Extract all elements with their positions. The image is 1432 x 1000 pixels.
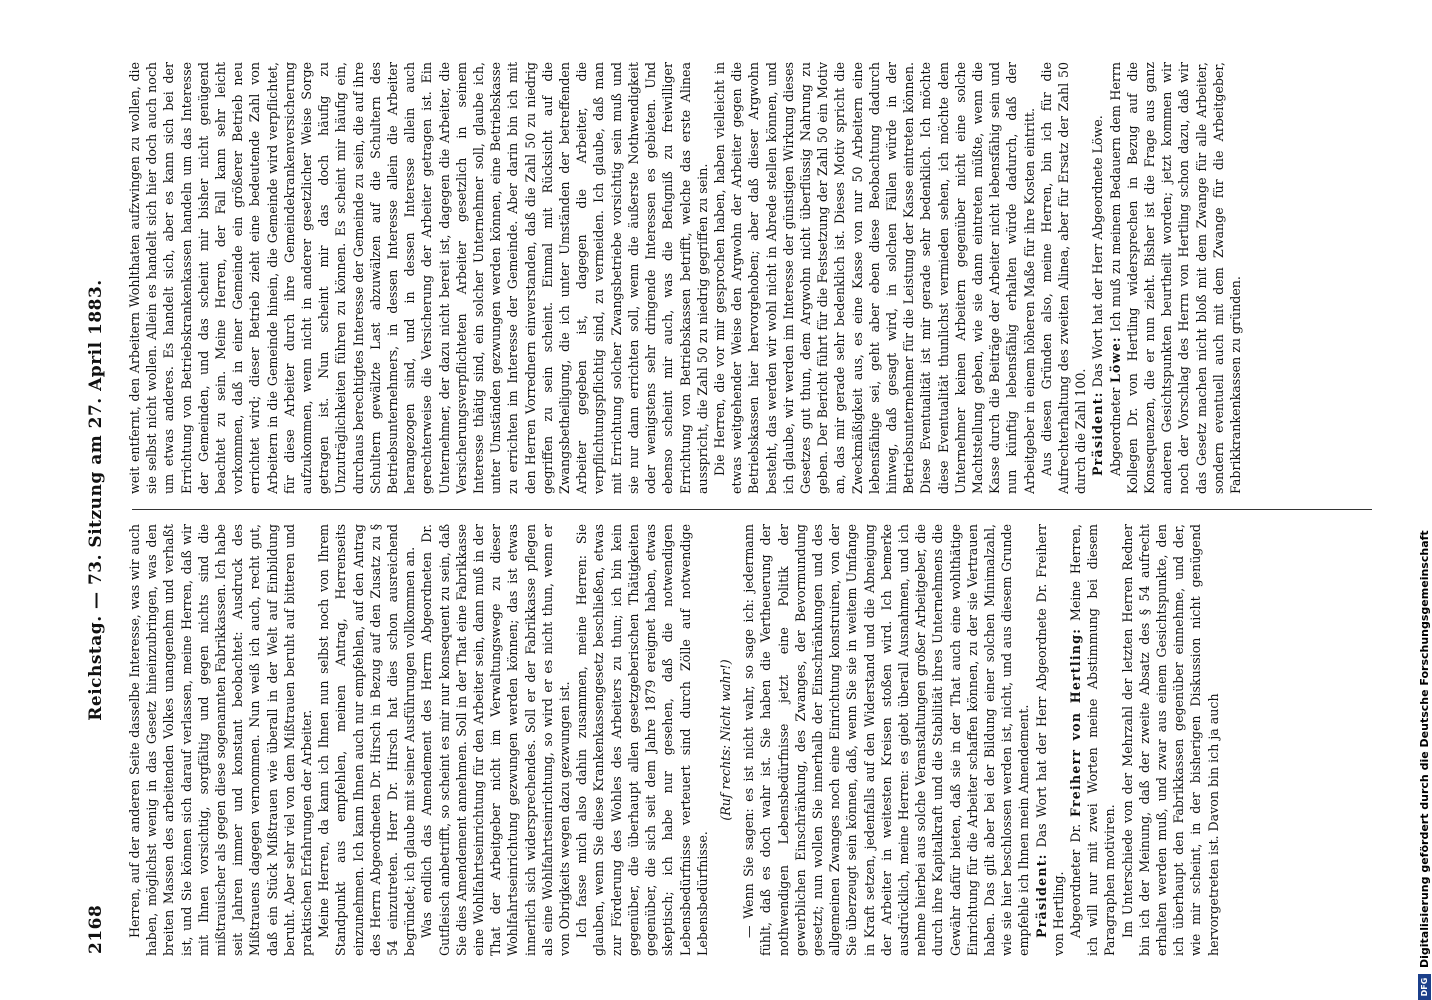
paragraph: Ich fasse mich also dahin zusammen, meine Herren: Sie glauben, wenn Sie diese Krankenkassengesetz beschließen, etwas zur Förderung des Wohles des Arbeiters zu thun; ich bin kein gegenüber, die überhaupt allen gesetzgeberischen Thätigkeiten gegenüber, die sich seit dem Jahre 1879 ereignet haben, etwas skeptisch; ich habe nur gesehen, daß die notwendigen Lebensbedürfnisse verteuert sind durch Zölle auf notwendige Lebensbedürfnisse.	[574, 524, 710, 956]
speaker-paragraph	[1089, 62, 1106, 494]
page-number: 2168	[86, 904, 106, 954]
paragraph: Die Herren, die vor mir gesprochen haben, haben vielleicht in etwas weitgehender Weise den Argwohn der Arbeiter gegen die Betriebskassen hier hervorgehoben; aber daß dieser Argwohn besteht, das werden wir wohl nicht in Abrede stellen können, und ich glaube, wir werden im Interesse der günstigen Wirkung dieses Gesetzes gut thun, dem Argwohn nicht überflüssig Nahrung zu geben. Der Bericht führt für die Festsetzung der Zahl 50 ein Motiv an, das mir gerade sehr bedenklich ist. Dieses Motiv spricht die Zweckmäßigkeit aus, es eine Kasse von nur 50 Arbeitern eine lebensfähige sei, geht aber eben diese Beobachtung dadurch hinweg, daß gesagt wird, in solchen Fällen würde in der Betriebsunternehmer für die Leistung der Kasse eintreten können. Diese Eventualität ist mir gerade sehr bedenklich. Ich möchte diese Eventualität thunlichst vermieden sehen, ich möchte dem Unternehmer keinen Arbeitern gegenüber nicht eine solche Machtstellung geben, wie sie dann eintreten müßte, wenn die Kasse durch die Beiträge der Arbeiter nicht lebensfähig sein und nun künftig lebensfähig erhalten würde dadurch, daß der Arbeitgeber in einem höheren Maße für ihre Kosten eintritt.	[711, 62, 1037, 494]
speaker-intro: Abgeordneter	[1107, 387, 1123, 476]
speaker-paragraph	[1067, 524, 1119, 956]
credit-text: Digitalisierung gefördert durch die Deutsche Forschungsgemeinschaft	[1417, 530, 1431, 968]
speaker-paragraph	[1107, 62, 1245, 494]
speaker-paragraph	[1033, 524, 1067, 956]
speaker-label: Freiherr von Hertling:	[1067, 627, 1083, 817]
column-divider	[132, 509, 1372, 510]
paragraph: Was endlich das Amendement des Herrn Abgeordneten Dr. Gutfleisch anbetrifft, so scheint es mir nur konsequent zu sein, daß Sie dies Amendement annehmen. Soll in der That eine Fabrikkasse eine Wohlfahrtseinrichtung für den Arbeiter sein, dann muß in der That der Arbeitgeber nicht im Verwaltungswege zu dieser Wohlfahrtseinrichtung gezwungen werden können; das ist etwas innerlich sich widersprechendes. Soll er der Fabrikkasse pflegen als eine Wohlfahrtseinrichtung, so wird er es nicht thun, wenn er von Obrigkeits wegen dazu gezwungen ist.	[419, 524, 573, 956]
speaker-text: Das Wort hat der Herr Abgeordnete Löwe.	[1090, 115, 1106, 388]
paragraph: Meine Herren, da kann ich Ihnen nun selbst noch von Ihrem Standpunkt aus empfehlen, meinen Antrag, Herrenseits einzunehmen. Ich kann Ihnen auch nur empfehlen, auf den Antrag des Herrn Abgeordneten Dr. Hirsch in Bezug auf den Zusatz zu § 54 einzutreten. Herr Dr. Hirsch hat dies schon ausreichend begründet; ich glaube mit seiner Ausführungen vollkommen an.	[316, 524, 418, 956]
paragraph: — Wenn Sie sagen: es ist nicht wahr, so sage ich: jedermann fühlt, daß es doch wahr ist. Sie haben die Vertheuerung der nothwendigen Lebensbedürfnisse jetzt eine Politik der gewerblichen Einschränkung, des Zwanges, der Bevormundung gesetzt; nun wollen Sie innerhalb der Einschränkungen und des allgemeinen Zwanges noch eine Einrichtung konstruiren, von der Sie überzeugt sein können, daß, wenn Sie sie in weitem Umfange in Kraft setzen, jedenfalls auf den Widerstand und die Abneigung der Arbeiter in weitesten Kreisen stoßen wird. Ich bemerke ausdrücklich, meine Herren: es giebt überall Ausnahmen, und ich nehme hierbei aus solche Veranstaltungen großer Arbeitgeber, die durch ihre Kapitalkraft und die Stabilität ihres Unternehmens die Gewähr dafür bieten, daß sie in der That auch eine wohlthätige Einrichtung für die Arbeiter schaffen können, zu der sie Vertrauen haben. Das gilt aber bei der Bildung einer solchen Minimalzahl, wie sie hier beschlossen werden ist, nicht, und aus diesem Grunde empfehle ich Ihnen mein Amendement.	[741, 524, 1032, 956]
speaker-label: Präsident:	[1033, 853, 1049, 938]
left-column	[126, 524, 1386, 956]
speaker-text: Das Wort hat der Herr Abgeordnete Dr. Freiherr von Hertling.	[1033, 524, 1066, 956]
speaker-text: Meine Herren, ich will nur mit zwei Worten meine Abstimmung bei diesem Paragraphen motiviren.	[1067, 524, 1118, 956]
page-header	[86, 40, 118, 960]
dfg-logo-icon: DFG	[1418, 974, 1431, 1000]
speaker-label: Präsident:	[1090, 391, 1106, 476]
speaker-label: Löwe:	[1107, 336, 1123, 383]
paragraph: Aus diesen Gründen also, meine Herren, bin ich für die Aufrechterhaltung des zweiten Alinea, aber für Ersatz der Zahl 50 durch die Zahl 100.	[1038, 62, 1089, 494]
speaker-text: Ich muß zu meinem Bedauern dem Herrn Kollegen Dr. von Hertling widersprechen in Bezug auf die Konsequenzen, die er nun zieht. Bisher ist die Frage aus ganz anderen Gesichtspunkten beurtheilt worden; jetzt kommen wir noch der Vorschlag des Herrn von Hertling schon dazu, daß wir das Gesetz machen nicht bloß mit dem Zwange für alle Arbeiter, sondern eventuell auch mit dem Zwange für die Arbeitgeber, Fabrikkrankenkassen zu gründen.	[1107, 62, 1243, 494]
right-column	[126, 62, 1386, 494]
speaker-intro: Abgeordneter Dr.	[1067, 823, 1083, 938]
interjection: (Ruf rechts: Nicht wahr!)	[717, 659, 733, 821]
digitization-credit	[1416, 0, 1432, 1000]
newspaper-page	[52, 40, 1412, 960]
paragraph: Herren, auf der anderen Seite dasselbe Interesse, was wir auch haben, möglichst wenig in das Gesetz hineinzubringen, was den breiten Massen des arbeitenden Volkes unangenehm und verhaßt ist, und Sie können sich darauf verlassen, meine Herren, daß wir mit Ihnen vorsichtig, sorgfältig und gegen nichts sind die mißtrauischer als gegen diese sogenannten Fabrikkassen. Ich habe seit Jahren immer und konstant beobachtet: Ausdruck des Mißtrauens dagegen vernommen. Nun weiß ich auch, recht gut, daß ein Stück Mißtrauen wie überall in der Welt auf Einbildung beruht. Aber sehr viel von dem Mißtrauen beruht auf bitteren und praktischen Erfahrungen der Arbeiter.	[127, 524, 315, 956]
paragraph: Im Unterschiede von der Mehrzahl der letzten Herren Redner bin ich der Meinung, daß der zweite Absatz des § 54 aufrecht erhalten werden muß, und zwar aus einem Gesichtspunkte, den ich überhaupt den Fabrikkassen gegenüber einnehme, und der, wie mir scheint, in der bisherigen Diskussion nicht genügend hervorgetreten ist. Davon bin ich ja auch	[1119, 524, 1221, 956]
paragraph: weit entfernt, den Arbeitern Wohlthaten aufzwingen zu wollen, die sie selbst nicht wollen. Allein es handelt sich hier doch auch noch um etwas anderes. Es handelt sich, aber es kann sich bei der Errichtung von Betriebskrankenkassen handeln um das Interesse der Gemeinden, und das scheint mir bisher nicht genügend beachtet zu sein. Meine Herren, der Fall kann sehr leicht vorkommen, daß in einer Gemeinde ein größerer Betrieb neu errichtet wird; dieser Betrieb zieht eine bedeutende Zahl von Arbeitern in die Gemeinde hinein, die Gemeinde wird verpflichtet, für diese Arbeiter durch ihre Gemeindekrankenversicherung aufzukommen, wenn nicht in anderer gesetzlicher Weise Sorge getragen ist. Nun scheint mir das doch häufig zu Unzuträglichkeiten führen zu können. Es scheint mir häufig ein, durchaus berechtigtes Interesse der Gemeinde zu sein, die auf ihre Schultern gewälzte Last abzuwälzen auf die Schultern des Betriebsunternehmers, in dessen Interesse allein die Arbeiter herangezogen sind, und in dessen Interesse allein auch gerechterweise die Versicherung der Arbeiter getragen ist. Ein Unternehmer, der dazu nicht bereit ist, dagegen die Arbeiter, die Versicherungsverpflichteten Arbeiter gesetzlich in seinem Interesse thätig sind, ein solcher Unternehmer soll, glaube ich, unter Umständen gezwungen werden können, eine Betriebskasse zu errichten im Interesse der Gemeinde. Aber darin bin ich mit den Herren Vorrednern einverstanden, daß die Zahl 50 zu niedrig gegriffen zu sein scheint. Einmal mit Rücksicht auf die Zwangsbetheiligung, die ich unter Umständen der betreffenden Arbeiter gegeben ist, dagegen die Arbeiter, die verpflichtungspflichtig sind, zu vermeiden. Ich glaube, daß man mit Errichtung solcher Zwangsbetriebe vorsichtig sein muß und sie nur dann errichten soll, wenn die äußerste Nothwendigkeit oder wenigstens sehr dringende Interessen es gebieten. Und ebenso scheint mir auch, was die Befugniß zu freiwilliger Errichtung von Betriebskassen betrifft, welche das erste Alinea ausspricht, die Zahl 50 zu niedrig gegriffen zu sein.	[127, 62, 710, 494]
page-title: Reichstag. — 73. Sitzung am 27. April 1883.	[86, 279, 106, 721]
